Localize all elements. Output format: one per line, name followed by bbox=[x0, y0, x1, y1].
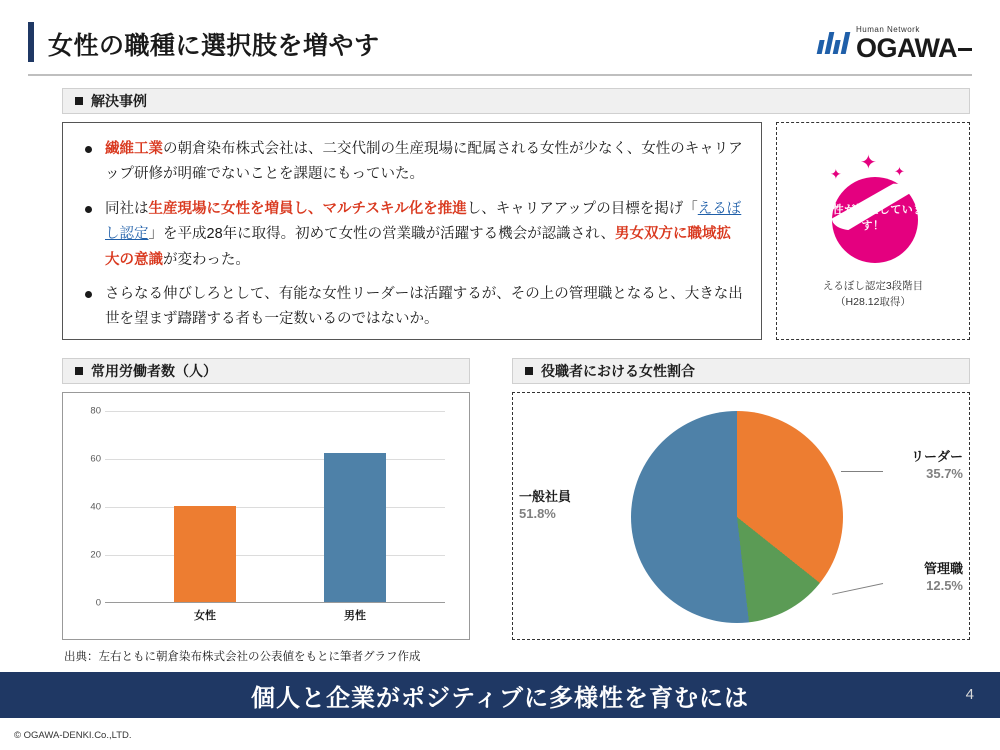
page-number: 4 bbox=[965, 686, 974, 703]
bar-chart-y-tick-label: 60 bbox=[90, 453, 101, 465]
logo-wordmark-text: OGAWA bbox=[855, 32, 957, 63]
pie-label-staff-value: 51.8% bbox=[519, 505, 556, 521]
bar-chart-plot-area bbox=[90, 405, 445, 622]
bar-chart-x-tick-label: 女性 bbox=[194, 610, 216, 622]
logo-subtitle: Human Network bbox=[855, 24, 920, 34]
case-1-part-0: 繊維工業 bbox=[105, 141, 163, 157]
bar-chart-bar bbox=[324, 453, 386, 602]
pie-label-manager-name: 管理職 bbox=[923, 561, 963, 576]
bar-chart-y-tick-label: 0 bbox=[95, 597, 101, 609]
bullet-square-icon bbox=[525, 367, 533, 375]
case-2-part-1: 生産現場に女性を増員し、マルチスキル化を推進 bbox=[148, 200, 467, 217]
header-accent-bar bbox=[28, 22, 34, 62]
bar-chart-y-tick-label: 20 bbox=[90, 549, 101, 561]
case-2-part-0: 同社は bbox=[105, 200, 149, 217]
sparkle-icon: ✦ bbox=[830, 166, 842, 183]
section-heading-ratio-label: 役職者における女性割合 bbox=[541, 363, 695, 379]
list-item bbox=[79, 282, 745, 333]
eruboshi-link[interactable]: えるぼし認定 bbox=[105, 200, 742, 243]
bar-chart-gridline bbox=[105, 459, 445, 460]
pie-label-staff bbox=[519, 489, 571, 523]
logo-underline-icon bbox=[958, 48, 972, 51]
bullet-square-icon bbox=[75, 97, 83, 105]
case-2-part-6: が変わった。 bbox=[163, 251, 250, 268]
page-title: 女性の職種に選択肢を増やす bbox=[48, 32, 380, 60]
bar-chart-gridline bbox=[105, 507, 445, 508]
bar-chart-gridline bbox=[105, 555, 445, 556]
eruboshi-caption bbox=[823, 279, 923, 311]
pie-label-manager-value: 12.5% bbox=[926, 577, 963, 593]
pie-manager-callout-line bbox=[832, 583, 883, 595]
pie-leader-callout-line bbox=[841, 471, 883, 472]
slide-header bbox=[0, 18, 1000, 70]
bar-chart-bar bbox=[174, 506, 236, 602]
eruboshi-mark-icon bbox=[814, 151, 932, 269]
section-heading-ratio bbox=[512, 358, 970, 384]
pie-chart-panel bbox=[512, 392, 970, 640]
section-heading-solution bbox=[62, 88, 970, 114]
bar-chart-y-tick-label: 40 bbox=[90, 501, 101, 513]
list-item bbox=[79, 137, 745, 188]
source-note: 出典：左右ともに朝倉染布株式会社の公表値をもとに筆者グラフ作成 bbox=[64, 651, 421, 663]
company-logo bbox=[819, 22, 972, 64]
section-heading-workers bbox=[62, 358, 470, 384]
section-heading-workers-label: 常用労働者数（人） bbox=[91, 363, 217, 379]
pie-label-leader-name: リーダー bbox=[910, 449, 963, 464]
case-3-part-0: さらなる伸びしろとして、有能な女性リーダーは活躍するが、その上の管理職となると、大きな出世を望まず躊躇する者も一定数いるのではないか。 bbox=[105, 285, 743, 328]
pie-label-staff-name: 一般社員 bbox=[519, 489, 572, 504]
sparkle-icon: ✦ bbox=[860, 152, 877, 175]
eruboshi-caption-line1: えるぼし認定3段階目 bbox=[822, 280, 924, 293]
eruboshi-mark-text: 女性が活躍しています！ bbox=[821, 204, 925, 233]
case-2-part-4: 」を平成28年に取得。初めて女性の営業職が活躍する機会が認識され、 bbox=[148, 226, 615, 243]
bar-chart-gridline bbox=[105, 411, 445, 412]
pie-label-manager bbox=[924, 561, 963, 595]
pie-chart-shape bbox=[631, 411, 843, 623]
case-2-part-2: し、キャリアアップの目標を掲げ「 bbox=[466, 200, 698, 217]
bar-chart-x-tick-label: 男性 bbox=[344, 610, 366, 622]
header-divider bbox=[28, 74, 972, 76]
bar-chart-y-tick-label: 80 bbox=[90, 405, 101, 417]
footer-title: 個人と企業がポジティブに多様性を育むには bbox=[250, 684, 750, 712]
logo-mark-icon bbox=[817, 32, 851, 54]
case-study-box bbox=[62, 122, 762, 340]
case-1-part-1: の朝倉染布株式会社は、二交代制の生産現場に配属される女性が少なく、女性のキャリアップ研修が明確でないことを課題にもっていた。 bbox=[105, 141, 743, 183]
logo-text bbox=[856, 25, 972, 62]
bullet-square-icon bbox=[75, 367, 83, 375]
bar-chart-x-axis bbox=[105, 602, 445, 603]
eruboshi-caption-line2: （H28.12取得） bbox=[835, 296, 911, 308]
case-2-part-5: 男女双方に職域拡大の意識 bbox=[105, 226, 731, 268]
pie-label-leader bbox=[911, 449, 963, 483]
footer-band bbox=[0, 672, 1000, 718]
logo-wordmark bbox=[855, 32, 972, 63]
pie-label-leader-value: 35.7% bbox=[926, 465, 963, 481]
section-heading-solution-label: 解決事例 bbox=[91, 93, 147, 109]
eruboshi-badge-box bbox=[776, 122, 970, 340]
sparkle-icon: ✦ bbox=[894, 164, 905, 180]
case-study-list bbox=[79, 137, 745, 333]
copyright-text: © OGAWA-DENKI.Co.,LTD. bbox=[14, 730, 132, 741]
list-item bbox=[79, 197, 745, 273]
bar-chart-panel bbox=[62, 392, 470, 640]
